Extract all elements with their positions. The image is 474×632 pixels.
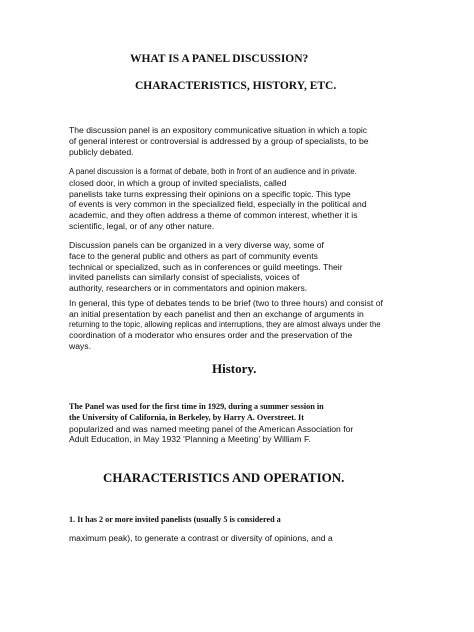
- paragraph-line: an initial presentation by each panelist and then an exchange of arguments in: [69, 308, 364, 319]
- paragraph-line: panelists take turns expressing their opinions on a specific topic. This type: [69, 188, 351, 199]
- paragraph-line-bold: The Panel was used for the first time in 1929, during a summer session in: [69, 402, 324, 411]
- paragraph-line: authority, researchers or in commentators and opinion makers.: [69, 283, 308, 294]
- heading-history: History.: [212, 361, 257, 376]
- paragraph-line: returning to the topic, allowing replicas and interruptions, they are almost always under the: [69, 319, 381, 329]
- heading-characteristics: CHARACTERISTICS AND OPERATION.: [103, 470, 345, 485]
- paragraph-line: A panel discussion is a format of debate, both in front of an audience and in private.: [69, 167, 357, 176]
- document-title-line-2: CHARACTERISTICS, HISTORY, ETC.: [135, 80, 337, 92]
- list-item-1-continued: [69, 533, 333, 544]
- paragraph-line: ways.: [69, 341, 91, 352]
- paragraph-definition: [69, 167, 367, 232]
- paragraph-line: Adult Education, in May 1932 'Planning a Meeting' by William F.: [69, 434, 311, 445]
- paragraph-line: publicly debated.: [69, 146, 134, 157]
- paragraph-line: Discussion panels can be organized in a very diverse way, some of: [69, 240, 324, 250]
- paragraph-line: of general interest or controversial is addressed by a group of specialists, to be: [69, 135, 369, 146]
- paragraph-history: [69, 402, 353, 445]
- paragraph-line: technical or specialized, such as in conferences or guild meetings. Their: [69, 261, 343, 272]
- list-item-1: [69, 515, 281, 526]
- paragraph-line: closed door, in which a group of invited specialists, called: [69, 177, 287, 188]
- paragraph-line: invited panelists can similarly consist of specialists, voices of: [69, 272, 300, 283]
- paragraph-line-bold: the University of California, in Berkeley, by Harry A. Overstreet. It: [69, 412, 304, 422]
- paragraph-line: coordination of a moderator who ensures order and the preservation of the: [69, 330, 353, 341]
- paragraph-line: In general, this type of debates tends to be brief (two to three hours) and consist of: [69, 298, 383, 308]
- paragraph-line: face to the general public and others as part of community events: [69, 250, 318, 261]
- document-title-line-1: WHAT IS A PANEL DISCUSSION?: [130, 53, 309, 65]
- paragraph-line: popularized and was named meeting panel of the American Association for: [69, 423, 354, 434]
- paragraph-line: academic, and they often address a theme of common interest, whether it is: [69, 210, 358, 221]
- paragraph-format: [69, 298, 383, 352]
- list-item-line-bold: 1. It has 2 or more invited panelists (usually 5 is considered a: [69, 515, 281, 524]
- paragraph-line: The discussion panel is an expository communicative situation in which a topic: [69, 125, 368, 135]
- paragraph-organization: [69, 240, 343, 294]
- list-item-line: maximum peak), to generate a contrast or diversity of opinions, and a: [69, 533, 333, 543]
- paragraph-intro: [69, 125, 369, 157]
- paragraph-line: of events is very common in the specialized field, especially in the political and: [69, 199, 367, 210]
- paragraph-line: scientific, legal, or of any other nature.: [69, 220, 215, 231]
